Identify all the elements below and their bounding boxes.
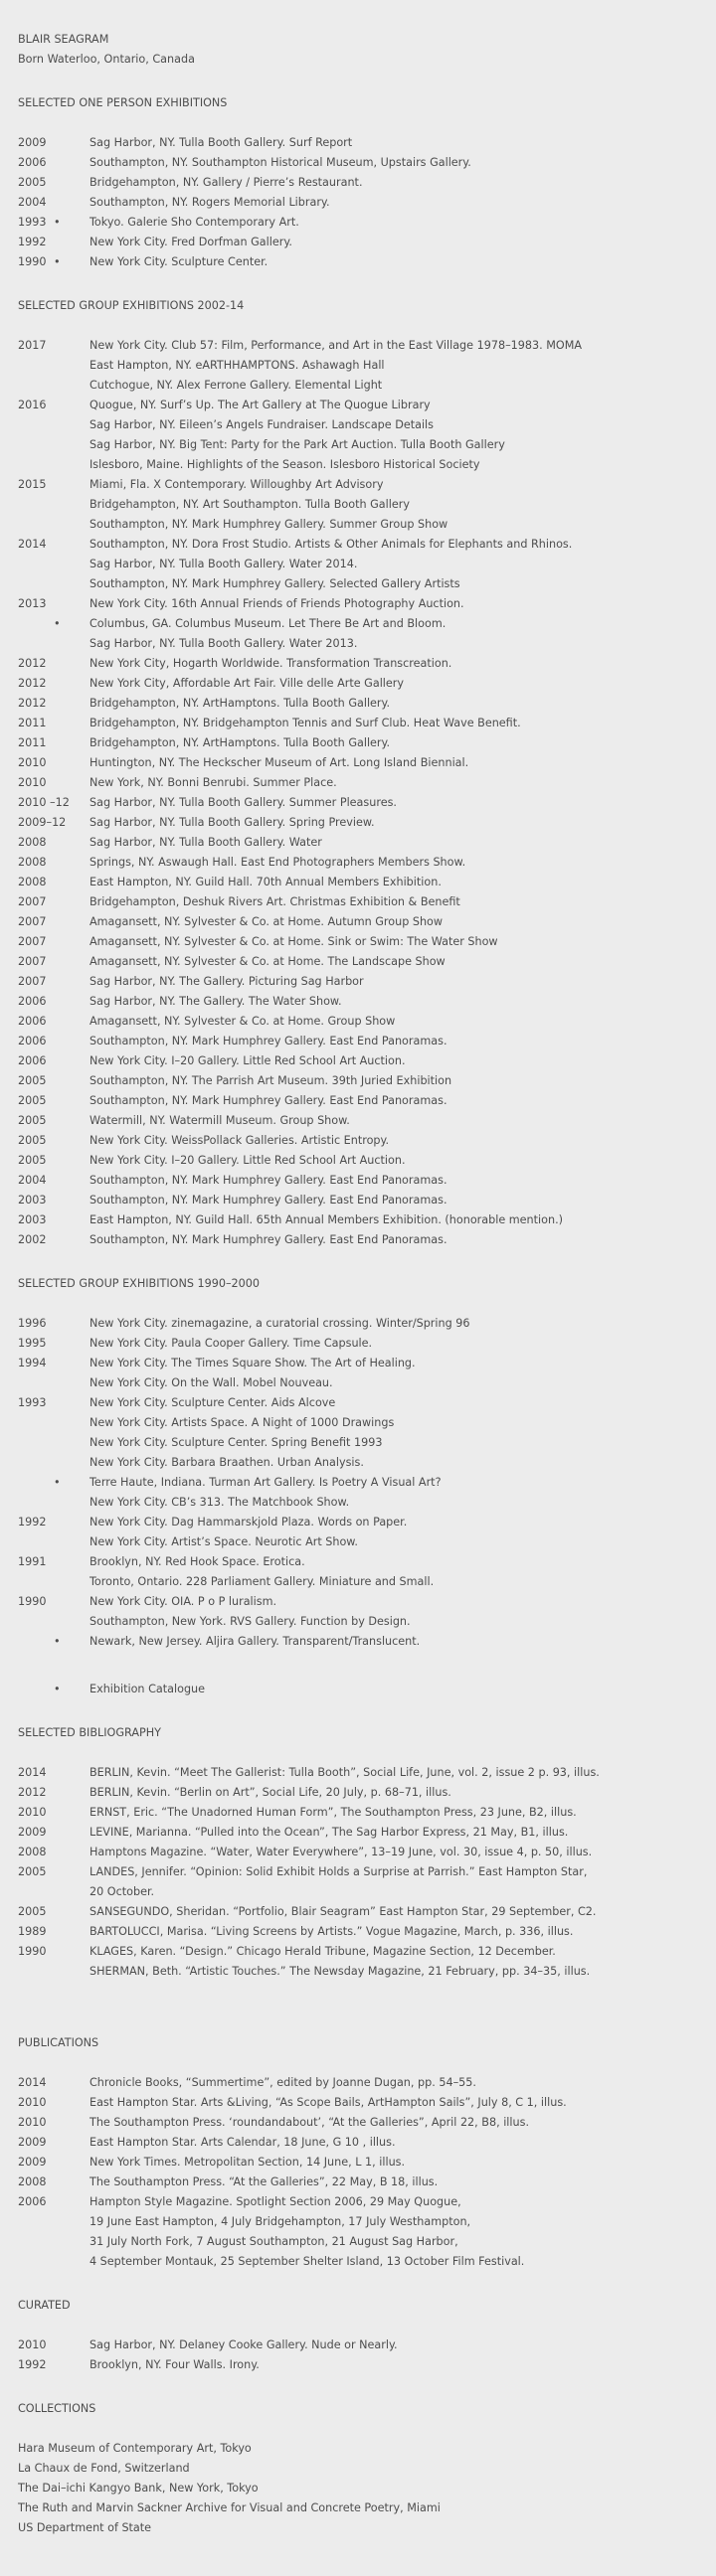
solo-exhibition-row [18,252,698,272]
group-exhibition-row [18,1131,698,1151]
bibliography-row [18,1962,698,1982]
bibliography-section [18,1723,698,1982]
entry-text: Sag Harbor, NY. Tulla Booth Gallery. Water 2014. [90,558,358,570]
entry-year: 2009 [18,1826,47,1839]
entry-text: New York City. Sculpture Center. Spring Benefit 1993 [90,1436,383,1449]
entry-text: New York City. CB’s 313. The Matchbook Show. [90,1496,350,1509]
bibliography-heading: SELECTED BIBLIOGRAPHY [18,1726,161,1739]
bibliography-row [18,1783,698,1803]
entry-year: 2003 [18,1194,47,1207]
group-exhibition-row [18,674,698,694]
entry-text: New York City. Artist’s Space. Neurotic Art Show. [90,1535,358,1548]
entry-text: KLAGES, Karen. “Design.” Chicago Herald Tribune, Magazine Section, 12 December. [90,1945,556,1958]
publication-row [18,2252,698,2272]
entry-year: 2010 [18,776,47,789]
group-exhibitions-2002-14-heading: SELECTED GROUP EXHIBITIONS 2002-14 [18,299,245,312]
entry-text: New York City. Sculpture Center. [90,255,268,268]
entry-text: Bridgehampton, NY. ArtHamptons. Tulla Booth Gallery. [90,697,391,710]
entry-year: 2013 [18,597,47,610]
group-exhibition-row [18,1354,698,1373]
group-exhibition-row [18,1552,698,1572]
entry-year: 2004 [18,1174,47,1187]
group-exhibition-row [18,932,698,952]
collections-section [18,2399,698,2538]
entry-year: 2007 [18,915,47,928]
entry-year: 2010 [18,1806,47,1819]
group-exhibition-row [18,694,698,714]
solo-exhibitions-section [18,93,698,272]
group-exhibition-row [18,1230,698,1250]
group-exhibition-row [18,1051,698,1071]
entry-text: 20 October. [90,1885,155,1898]
entry-year: 2002 [18,1233,47,1246]
entry-text: 19 June East Hampton, 4 July Bridgehampton, 17 July Westhampton, [90,2215,471,2228]
solo-exhibition-row [18,213,698,233]
entry-text: New York City. On the Wall. Mobel Nouveau. [90,1376,333,1389]
group-exhibitions-1990-2000-heading: SELECTED GROUP EXHIBITIONS 1990–2000 [18,1277,261,1290]
entry-text: Brooklyn, NY. Red Hook Space. Erotica. [90,1555,305,1568]
entry-text: 4 September Montauk, 25 September Shelter Island, 13 October Film Festival. [90,2255,525,2268]
entry-text: Southampton, NY. Mark Humphrey Gallery. East End Panoramas. [90,1174,448,1187]
bibliography-row [18,1803,698,1823]
publication-row [18,2153,698,2173]
entry-text: Springs, NY. Aswaugh Hall. East End Photographers Members Show. [90,856,466,869]
collection-item: US Department of State [18,2521,152,2534]
entry-text: New York, NY. Bonni Benrubi. Summer Place. [90,776,337,789]
entry-year: 2011 [18,736,47,749]
entry-year: 2012 [18,677,47,690]
entry-text: East Hampton Star. Arts &Living, “As Scope Bails, ArtHampton Sails”, July 8, C 1, illus. [90,2096,567,2109]
group-exhibition-row [18,535,698,555]
entry-year: 2017 [18,339,47,352]
entry-year: 2005 [18,1865,47,1878]
entry-text: New York City. Dag Hammarskjold Plaza. Words on Paper. [90,1516,408,1529]
solo-exhibition-row [18,153,698,173]
entry-text: Southampton, NY. Dora Frost Studio. Artists & Other Animals for Elephants and Rhinos. [90,538,573,551]
publication-row [18,2212,698,2232]
group-exhibition-row [18,1433,698,1453]
entry-year: 2006 [18,1054,47,1067]
solo-exhibitions-heading: SELECTED ONE PERSON EXHIBITIONS [18,96,228,109]
group-exhibition-row [18,1373,698,1393]
entry-text: Sag Harbor, NY. Tulla Booth Gallery. Spring Preview. [90,816,375,829]
entry-text: New York City. Sculpture Center. Aids Alcove [90,1396,336,1409]
entry-text: Sag Harbor, NY. Tulla Booth Gallery. Summer Pleasures. [90,796,397,809]
entry-text: The Southampton Press. ‘roundandabout’, “At the Galleries”, April 22, B8, illus. [90,2116,529,2129]
entry-year: 1992 [18,1516,47,1529]
group-exhibition-row [18,1493,698,1513]
group-exhibition-row [18,495,698,515]
group-exhibition-row [18,654,698,674]
entry-year: 2011 [18,717,47,729]
collection-item: The Dai–ichi Kangyo Bank, New York, Tokyo [18,2482,259,2495]
entry-year: 2006 [18,1035,47,1047]
collection-item: Hara Museum of Contemporary Art, Tokyo [18,2442,252,2455]
group-exhibition-row [18,435,698,455]
entry-text: Southampton, NY. Mark Humphrey Gallery. East End Panoramas. [90,1233,448,1246]
entry-year: 2014 [18,2076,47,2089]
entry-year: 2009 [18,136,47,149]
entry-text: New York City. Barbara Braathen. Urban Analysis. [90,1456,364,1469]
entry-text: BERLIN, Kevin. “Meet The Gallerist: Tulla Booth”, Social Life, June, vol. 2, issue 2 p. 93, illus. [90,1766,600,1779]
entry-text: Bridgehampton, NY. Art Southampton. Tulla Booth Gallery [90,498,410,511]
entry-text: SHERMAN, Beth. “Artistic Touches.” The Newsday Magazine, 21 February, pp. 34–35, illus. [90,1965,591,1978]
entry-text: Hampton Style Magazine. Spotlight Section 2006, 29 May Quogue, [90,2195,461,2208]
entry-text: Sag Harbor, NY. The Gallery. The Water Show. [90,995,342,1008]
bibliography-row [18,1823,698,1843]
group-exhibition-row [18,1393,698,1413]
entry-bullet: • [54,216,61,229]
group-exhibition-row [18,1532,698,1552]
group-exhibition-row [18,1314,698,1334]
entry-year: 2007 [18,975,47,988]
entry-year: 2006 [18,995,47,1008]
entry-year: 2010 –12 [18,796,70,809]
group-exhibition-row [18,714,698,733]
group-exhibition-row [18,992,698,1012]
entry-year: 1990 [18,1595,47,1608]
entry-year: 2008 [18,1846,47,1858]
entry-year: 2012 [18,657,47,670]
entry-year: 2005 [18,176,47,189]
publication-row [18,2232,698,2252]
entry-year: 2009–12 [18,816,67,829]
group-exhibitions-2002-14-section [18,296,698,1250]
entry-bullet: • [54,1635,61,1648]
entry-text: LEVINE, Marianna. “Pulled into the Ocean”, The Sag Harbor Express, 21 May, B1, illus. [90,1826,569,1839]
entry-year: 2007 [18,895,47,908]
entry-bullet: • [54,255,61,268]
bibliography-row [18,1902,698,1922]
curated-section [18,2296,698,2375]
entry-text: New York City. I–20 Gallery. Little Red School Art Auction. [90,1154,406,1167]
group-exhibitions-1990-2000-section [18,1274,698,1699]
entry-year: 2005 [18,1094,47,1107]
entry-text: ERNST, Eric. “The Unadorned Human Form”, The Southampton Press, 23 June, B2, illus. [90,1806,577,1819]
entry-text: Southampton, NY. Mark Humphrey Gallery. Selected Gallery Artists [90,577,460,590]
entry-text: Southampton, NY. Mark Humphrey Gallery. East End Panoramas. [90,1094,448,1107]
entry-text: New York City. zinemagazine, a curatorial crossing. Winter/Spring 96 [90,1317,470,1330]
entry-year: 1992 [18,236,47,248]
curated-heading: CURATED [18,2299,71,2312]
group-exhibition-row [18,376,698,396]
entry-year: 1993 [18,216,47,229]
entry-text: Bridgehampton, Deshuk Rivers Art. Christmas Exhibition & Benefit [90,895,460,908]
entry-year: 2008 [18,876,47,888]
entry-year: 2008 [18,836,47,849]
entry-text: Sag Harbor, NY. Tulla Booth Gallery. Surf Report [90,136,353,149]
entry-text: Amagansett, NY. Sylvester & Co. at Home. Sink or Swim: The Water Show [90,935,498,948]
entry-year: 1994 [18,1357,47,1369]
group-exhibition-row [18,1191,698,1210]
group-exhibition-row [18,853,698,873]
bibliography-row [18,1862,698,1882]
group-exhibition-row [18,1453,698,1473]
entry-text: East Hampton, NY. Guild Hall. 70th Annual Members Exhibition. [90,876,442,888]
group-exhibition-row [18,793,698,813]
entry-year: 2008 [18,856,47,869]
group-exhibition-row [18,614,698,634]
entry-text: East Hampton, NY. Guild Hall. 65th Annual Members Exhibition. (honorable mention.) [90,1213,563,1226]
entry-text: New York City. Artists Space. A Night of 1000 Drawings [90,1416,395,1429]
entry-year: 2010 [18,2096,47,2109]
group-exhibition-row [18,873,698,892]
catalogue-bullet: • [54,1683,61,1695]
entry-text: LANDES, Jennifer. “Opinion: Solid Exhibit Holds a Surprise at Parrish.” East Hampton Star, [90,1865,588,1878]
entry-text: Terre Haute, Indiana. Turman Art Gallery. Is Poetry A Visual Art? [90,1476,442,1489]
entry-year: 2006 [18,2195,47,2208]
entry-text: Amagansett, NY. Sylvester & Co. at Home. The Landscape Show [90,955,446,968]
entry-year: 2009 [18,2136,47,2149]
bibliography-row [18,1843,698,1862]
group-exhibition-row [18,515,698,535]
collections-list [18,2439,698,2538]
group-exhibition-row [18,634,698,654]
entry-year: 1992 [18,2358,47,2371]
group-exhibition-row [18,555,698,574]
entry-text: Watermill, NY. Watermill Museum. Group Show. [90,1114,350,1127]
entry-text: Toronto, Ontario. 228 Parliament Gallery. Miniature and Small. [90,1575,435,1588]
group-exhibition-row [18,813,698,833]
entry-text: Amagansett, NY. Sylvester & Co. at Home. Group Show [90,1015,396,1028]
entry-text: Hamptons Magazine. “Water, Water Everywhere”, 13–19 June, vol. 30, issue 4, p. 50, illus. [90,1846,593,1858]
entry-year: 2007 [18,955,47,968]
entry-year: 2005 [18,1905,47,1918]
entry-year: 2010 [18,2338,47,2351]
publications-heading: PUBLICATIONS [18,2036,99,2049]
group-exhibition-row [18,475,698,495]
catalogue-note-text: Exhibition Catalogue [90,1683,206,1695]
entry-year: 2006 [18,156,47,169]
publication-row [18,2093,698,2113]
entry-text: New York City. WeissPollack Galleries. Artistic Entropy. [90,1134,390,1147]
entry-year: 2010 [18,2116,47,2129]
entry-text: Sag Harbor, NY. Delaney Cooke Gallery. Nude or Nearly. [90,2338,398,2351]
group-exhibition-row [18,594,698,614]
group-exhibition-row [18,1210,698,1230]
entry-text: 31 July North Fork, 7 August Southampton, 21 August Sag Harbor, [90,2235,458,2248]
group-exhibition-row [18,1012,698,1032]
group-exhibition-row [18,1612,698,1632]
group-exhibition-row [18,1413,698,1433]
entry-text: BERLIN, Kevin. “Berlin on Art”, Social Life, 20 July, p. 68–71, illus. [90,1786,451,1799]
entry-year: 2009 [18,2156,47,2169]
entry-text: New York City, Affordable Art Fair. Ville delle Arte Gallery [90,677,405,690]
group-exhibition-row [18,396,698,415]
entry-text: New York City. Fred Dorfman Gallery. [90,236,292,248]
entry-text: Quogue, NY. Surf’s Up. The Art Gallery at The Quogue Library [90,399,431,411]
entry-year: 2006 [18,1015,47,1028]
entry-text: Brooklyn, NY. Four Walls. Irony. [90,2358,260,2371]
entry-text: New York Times. Metropolitan Section, 14 June, L 1, illus. [90,2156,406,2169]
entry-text: Sag Harbor, NY. The Gallery. Picturing Sag Harbor [90,975,364,988]
solo-exhibition-row [18,233,698,252]
entry-text: BARTOLUCCI, Marisa. “Living Screens by Artists.” Vogue Magazine, March, p. 336, illus. [90,1925,574,1938]
publications-section [18,2033,698,2272]
solo-exhibition-row [18,173,698,193]
entry-year: 1990 [18,255,47,268]
entry-text: Southampton, NY. Mark Humphrey Gallery. Summer Group Show [90,518,448,531]
publication-row [18,2113,698,2133]
collection-item: La Chaux de Fond, Switzerland [18,2462,190,2475]
entry-text: Southampton, NY. Southampton Historical Museum, Upstairs Gallery. [90,156,471,169]
group-exhibition-row [18,455,698,475]
group-exhibition-row [18,733,698,753]
curated-row [18,2355,698,2375]
publication-row [18,2192,698,2212]
publication-row [18,2173,698,2192]
group-exhibition-row [18,1111,698,1131]
group-exhibition-row [18,415,698,435]
entry-text: New York City. 16th Annual Friends of Friends Photography Auction. [90,597,464,610]
entry-text: SANSEGUNDO, Sheridan. “Portfolio, Blair Seagram” East Hampton Star, 29 September, C2. [90,1905,597,1918]
entry-text: Sag Harbor, NY. Big Tent: Party for the Park Art Auction. Tulla Booth Gallery [90,438,505,451]
curated-row [18,2335,698,2355]
entry-text: East Hampton Star. Arts Calendar, 18 June, G 10 , illus. [90,2136,396,2149]
entry-text: Bridgehampton, NY. ArtHamptons. Tulla Booth Gallery. [90,736,391,749]
group-exhibition-row [18,1032,698,1051]
entry-year: 2007 [18,935,47,948]
entry-year: 1993 [18,1396,47,1409]
entry-text: New York City. Paula Cooper Gallery. Time Capsule. [90,1337,373,1350]
group-exhibition-row [18,753,698,773]
entry-text: Sag Harbor, NY. Eileen’s Angels Fundraiser. Landscape Details [90,418,434,431]
group-exhibition-row [18,892,698,912]
group-exhibition-row [18,1171,698,1191]
entry-year: 1991 [18,1555,47,1568]
bibliography-row [18,1922,698,1942]
entry-text: Sag Harbor, NY. Tulla Booth Gallery. Water 2013. [90,637,358,650]
entry-year: 2014 [18,538,47,551]
entry-year: 1989 [18,1925,47,1938]
entry-text: Southampton, NY. Mark Humphrey Gallery. East End Panoramas. [90,1035,448,1047]
entry-text: Southampton, New York. RVS Gallery. Function by Design. [90,1615,411,1628]
group-exhibition-row [18,972,698,992]
group-exhibition-row [18,1592,698,1612]
entry-year: 1996 [18,1317,47,1330]
group-exhibition-row [18,1091,698,1111]
entry-bullet: • [54,617,61,630]
collection-item: The Ruth and Marvin Sackner Archive for Visual and Concrete Poetry, Miami [18,2501,441,2514]
entry-text: New York City. Club 57: Film, Performance, and Art in the East Village 1978–1983. MOMA [90,339,583,352]
entry-text: Southampton, NY. Rogers Memorial Library. [90,196,330,209]
group-exhibition-row [18,952,698,972]
entry-text: New York City. I–20 Gallery. Little Red School Art Auction. [90,1054,406,1067]
group-exhibition-row [18,1473,698,1493]
entry-text: Bridgehampton, NY. Gallery / Pierre’s Restaurant. [90,176,363,189]
publication-row [18,2073,698,2093]
entry-bullet: • [54,1476,61,1489]
group-exhibition-row [18,912,698,932]
entry-year: 2004 [18,196,47,209]
group-exhibition-row [18,356,698,376]
artist-name: BLAIR SEAGRAM [18,33,109,46]
collections-heading: COLLECTIONS [18,2402,96,2415]
entry-text: Amagansett, NY. Sylvester & Co. at Home. Autumn Group Show [90,915,444,928]
entry-text: Sag Harbor, NY. Tulla Booth Gallery. Water [90,836,322,849]
entry-year: 2015 [18,478,47,491]
entry-text: Islesboro, Maine. Highlights of the Season. Islesboro Historical Society [90,458,480,471]
bibliography-row [18,1942,698,1962]
entry-year: 2012 [18,697,47,710]
group-exhibition-row [18,1334,698,1354]
entry-text: New York City. OIA. P o P luralism. [90,1595,277,1608]
group-exhibition-row [18,1071,698,1091]
catalogue-note [18,1680,698,1699]
entry-text: Tokyo. Galerie Sho Contemporary Art. [90,216,299,229]
entry-text: Columbus, GA. Columbus Museum. Let There Be Art and Bloom. [90,617,447,630]
entry-text: Bridgehampton, NY. Bridgehampton Tennis and Surf Club. Heat Wave Benefit. [90,717,521,729]
entry-text: New York City, Hogarth Worldwide. Transformation Transcreation. [90,657,452,670]
entry-year: 2016 [18,399,47,411]
group-exhibition-row [18,574,698,594]
entry-year: 1990 [18,1945,47,1958]
group-exhibition-row [18,1632,698,1652]
solo-exhibition-row [18,193,698,213]
entry-year: 2008 [18,2175,47,2188]
entry-year: 2014 [18,1766,47,1779]
entry-year: 1995 [18,1337,47,1350]
group-exhibition-row [18,773,698,793]
entry-year: 2005 [18,1074,47,1087]
entry-year: 2010 [18,756,47,769]
entry-text: The Southampton Press. “At the Galleries”, 22 May, B 18, illus. [90,2175,439,2188]
entry-text: Miami, Fla. X Contemporary. Willoughby Art Advisory [90,478,384,491]
entry-text: Chronicle Books, “Summertime”, edited by Joanne Dugan, pp. 54–55. [90,2076,476,2089]
entry-year: 2012 [18,1786,47,1799]
entry-text: East Hampton, NY. eARTHHAMPTONS. Ashawagh Hall [90,359,385,372]
group-exhibition-row [18,336,698,356]
bibliography-row [18,1763,698,1783]
entry-year: 2005 [18,1114,47,1127]
solo-exhibition-row [18,133,698,153]
entry-text: Newark, New Jersey. Aljira Gallery. Transparent/Translucent. [90,1635,421,1648]
entry-year: 2005 [18,1154,47,1167]
group-exhibition-row [18,833,698,853]
bibliography-row [18,1882,698,1902]
entry-year: 2003 [18,1213,47,1226]
artist-born: Born Waterloo, Ontario, Canada [18,53,195,66]
entry-year: 2005 [18,1134,47,1147]
entry-text: New York City. The Times Square Show. The Art of Healing. [90,1357,416,1369]
entry-text: Southampton, NY. The Parrish Art Museum. 39th Juried Exhibition [90,1074,452,1087]
entry-text: Huntington, NY. The Heckscher Museum of Art. Long Island Biennial. [90,756,469,769]
group-exhibition-row [18,1572,698,1592]
group-exhibition-row [18,1513,698,1532]
entry-text: Cutchogue, NY. Alex Ferrone Gallery. Elemental Light [90,379,383,392]
group-exhibition-row [18,1151,698,1171]
entry-text: Southampton, NY. Mark Humphrey Gallery. East End Panoramas. [90,1194,448,1207]
publication-row [18,2133,698,2153]
